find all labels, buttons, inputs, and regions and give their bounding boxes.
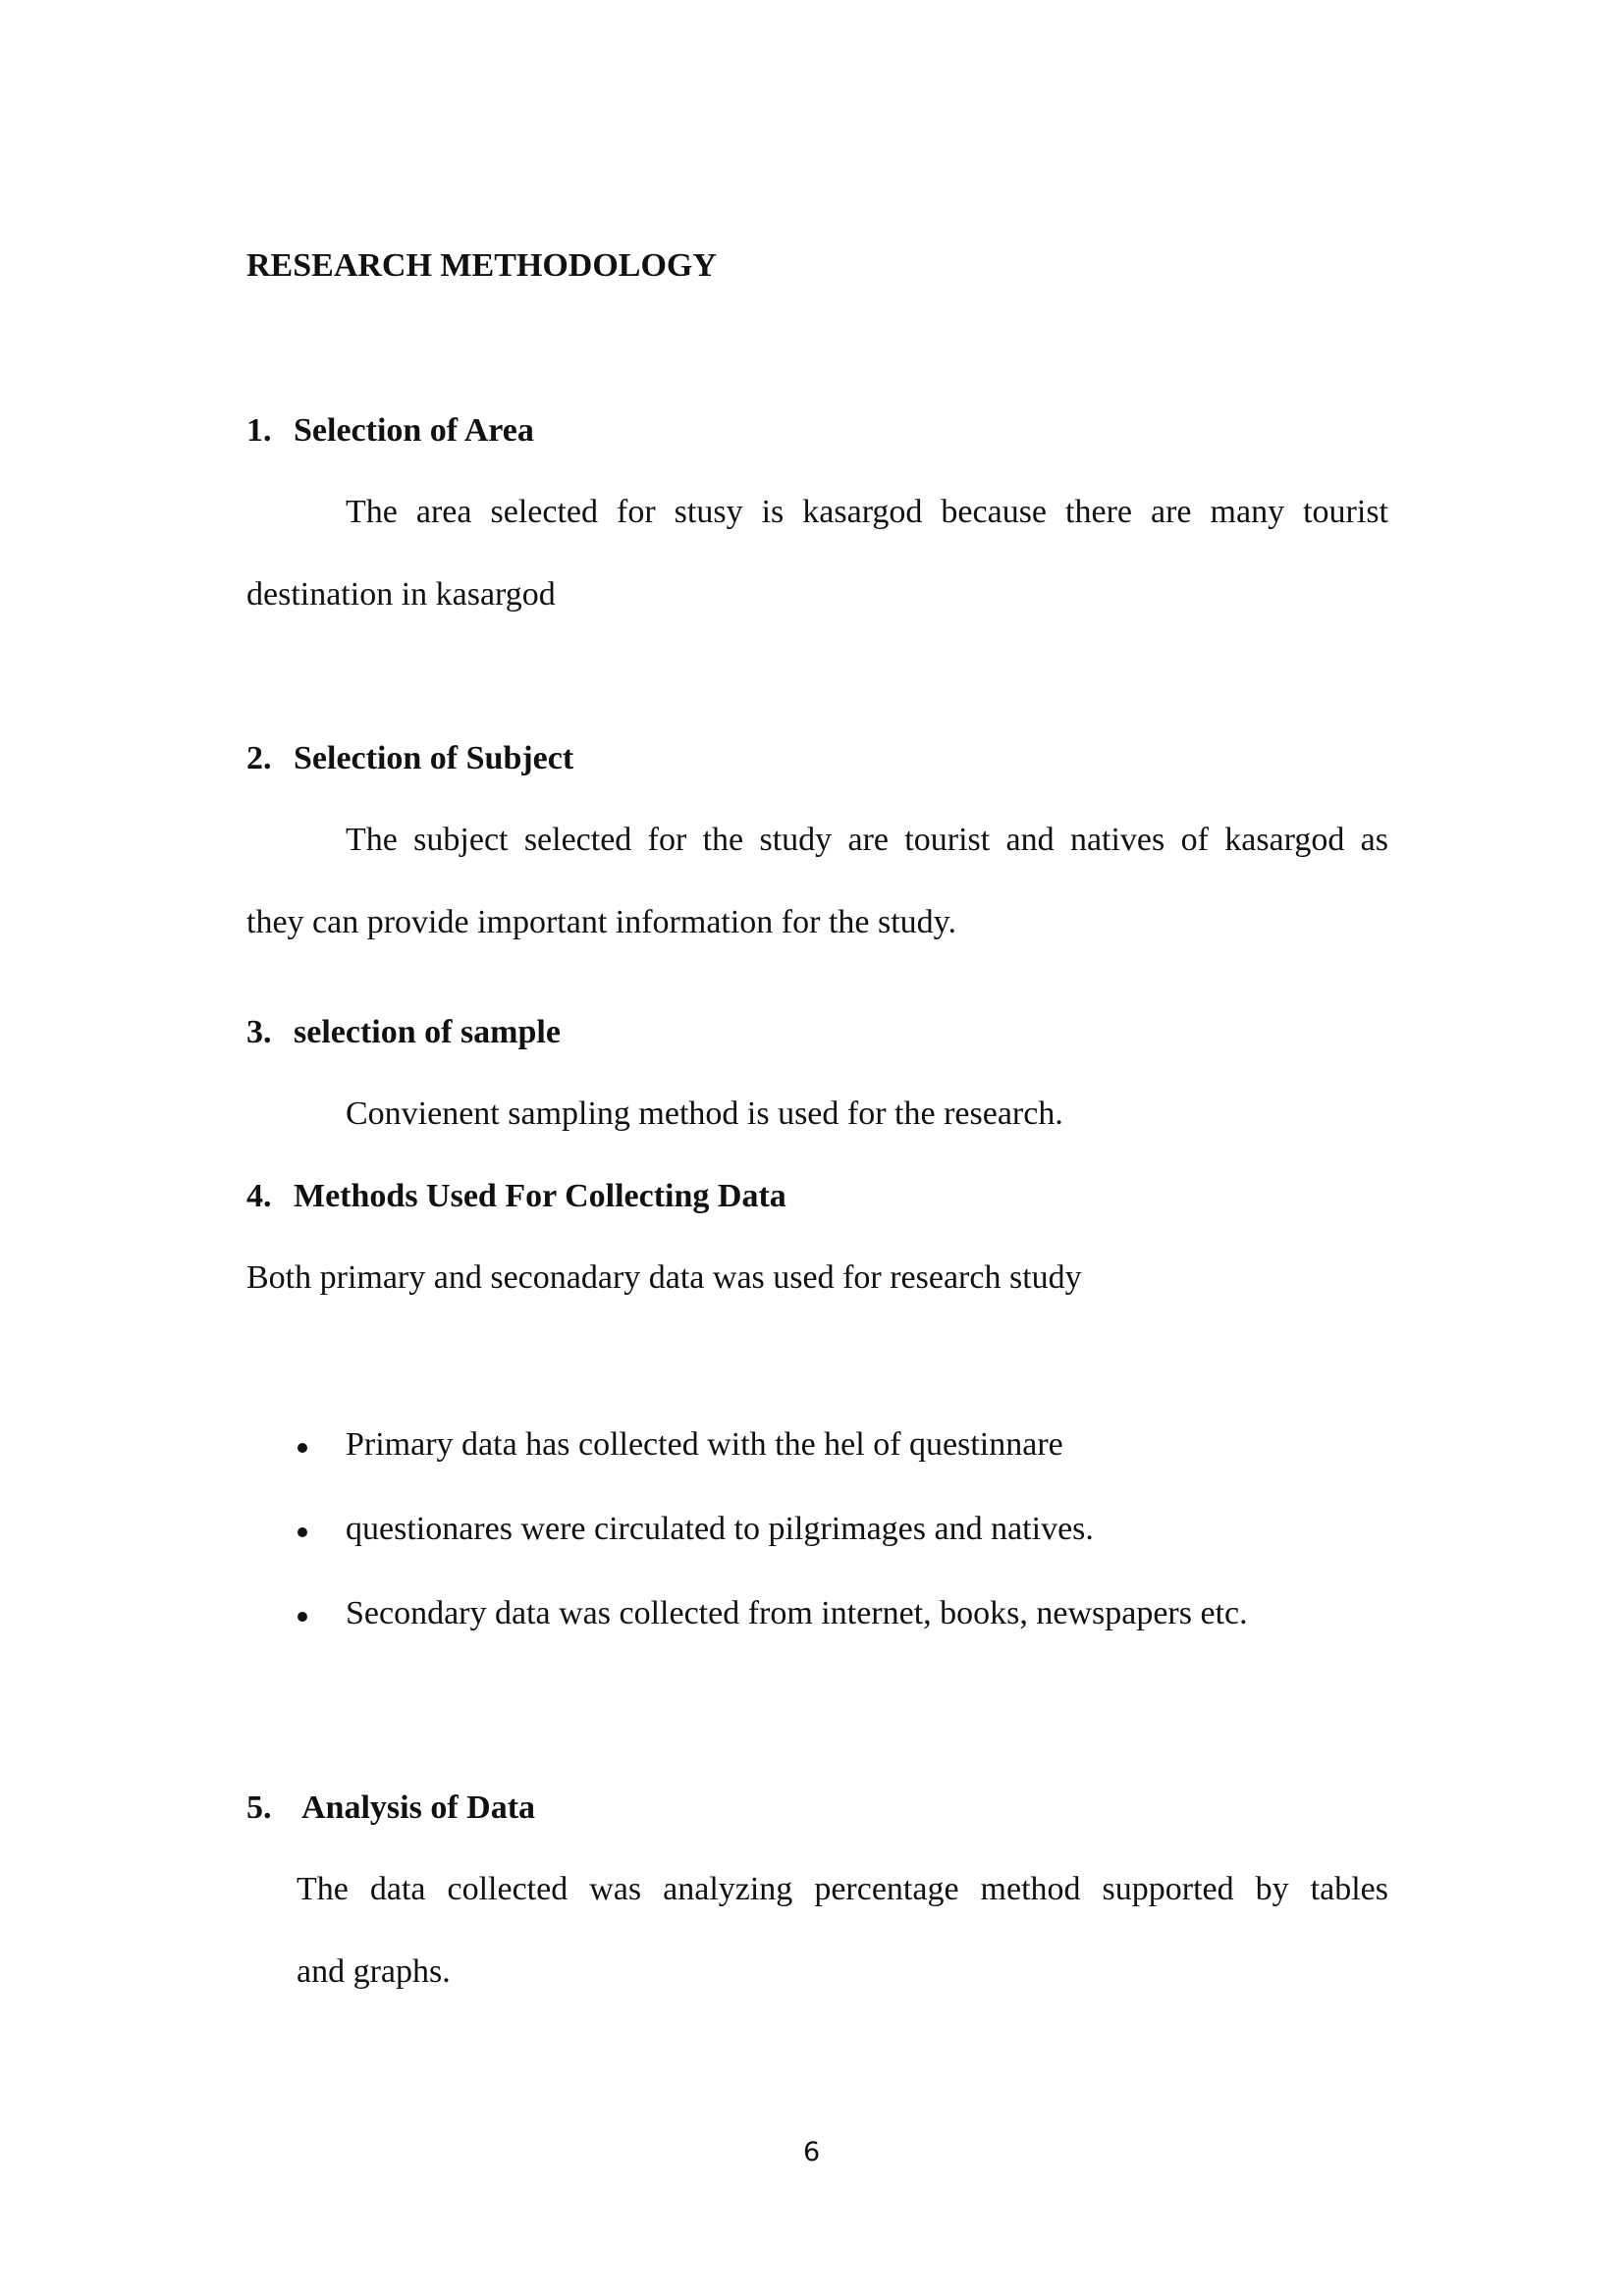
page-title: RESEARCH METHODOLOGY bbox=[246, 247, 717, 284]
section-3-line-1: Convienent sampling method is used for the research. bbox=[346, 1095, 1063, 1132]
section-2-line-1: The subject selected for the study are tourist and natives of kasargod as bbox=[346, 822, 1388, 858]
section-heading-text: Selection of Subject bbox=[294, 740, 574, 776]
section-number: 2. bbox=[246, 740, 272, 776]
section-5-line-2: and graphs. bbox=[297, 1953, 451, 1990]
section-5-line-1: The data collected was analyzing percentage method supported by tables bbox=[297, 1871, 1388, 1907]
page-number: 6 bbox=[803, 2137, 821, 2167]
section-number: 3. bbox=[246, 1014, 272, 1050]
section-1-line-2: destination in kasargod bbox=[246, 576, 556, 613]
bullet-icon bbox=[298, 1443, 307, 1453]
section-heading-text: Selection of Area bbox=[294, 412, 534, 449]
section-heading-text: selection of sample bbox=[294, 1014, 561, 1050]
section-4-heading bbox=[246, 1178, 786, 1215]
bullet-item: Primary data has collected with the hel of questinnare bbox=[346, 1426, 1063, 1463]
section-number: 4. bbox=[246, 1178, 272, 1214]
bullet-item: Secondary data was collected from internet, books, newspapers etc. bbox=[346, 1595, 1248, 1631]
section-5-heading bbox=[246, 1789, 535, 1827]
section-number: 5. bbox=[246, 1789, 272, 1826]
bullet-icon bbox=[298, 1527, 307, 1537]
section-3-heading bbox=[246, 1014, 561, 1051]
section-2-line-2: they can provide important information for the study. bbox=[246, 904, 956, 940]
section-2-heading bbox=[246, 740, 573, 777]
section-1-line-1: The area selected for stusy is kasargod because there are many tourist bbox=[346, 494, 1388, 530]
section-1-heading bbox=[246, 412, 534, 450]
bullet-item: questionares were circulated to pilgrimages and natives. bbox=[346, 1511, 1094, 1547]
section-heading-text: Methods Used For Collecting Data bbox=[294, 1178, 786, 1214]
section-4-line-1: Both primary and seconadary data was used for research study bbox=[246, 1259, 1082, 1296]
section-number: 1. bbox=[246, 412, 272, 449]
bullet-icon bbox=[298, 1612, 307, 1622]
section-heading-text: Analysis of Data bbox=[301, 1789, 536, 1826]
